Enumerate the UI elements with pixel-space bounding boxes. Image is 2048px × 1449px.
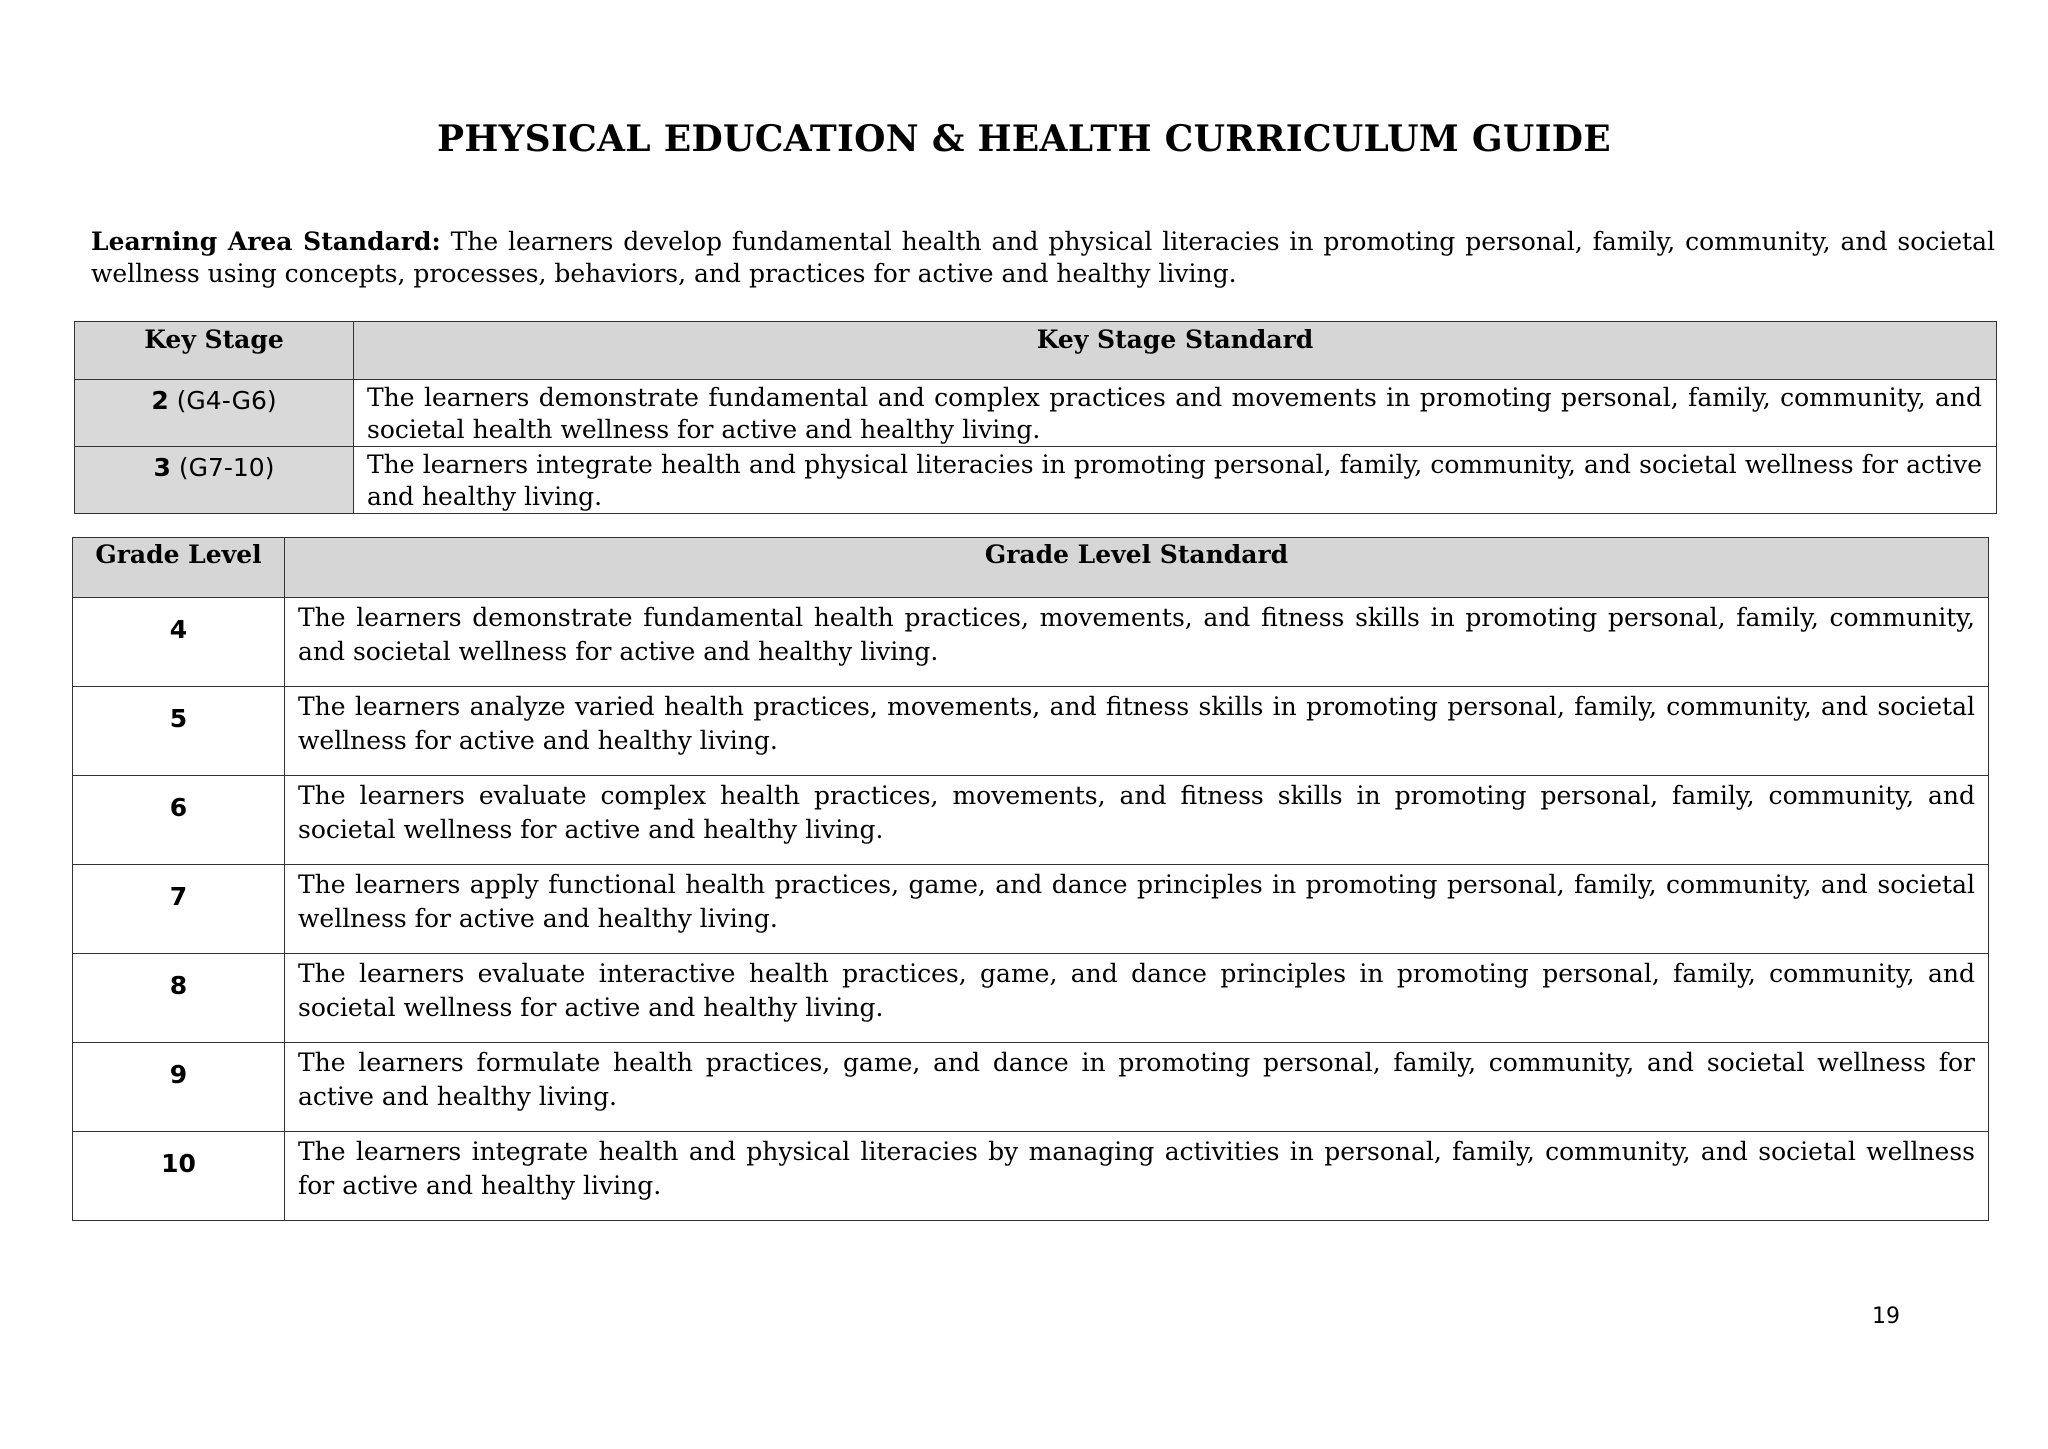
grade-level-row — [73, 954, 1989, 1043]
grade-level-row — [73, 598, 1989, 687]
grade-level-cell: 7 — [73, 865, 285, 954]
grade-level-cell: 6 — [73, 776, 285, 865]
key-stage-cell — [75, 380, 354, 447]
grade-level-row — [73, 1043, 1989, 1132]
key-stage-number: 2 — [151, 386, 169, 415]
grade-level-standard-cell: The learners apply functional health practices, game, and dance principles in promoting personal, family, community, and societal wellness for active and healthy living. — [285, 865, 1989, 954]
key-stage-grades: (G4-G6) — [168, 386, 277, 415]
grade-level-table — [72, 537, 1989, 1221]
grade-level-cell: 8 — [73, 954, 285, 1043]
key-stage-standard-cell: The learners integrate health and physical literacies in promoting personal, family, community, and societal wellness for active and healthy living. — [354, 447, 1997, 514]
key-stage-cell — [75, 447, 354, 514]
grade-level-header-row — [73, 538, 1989, 598]
grade-level-row — [73, 687, 1989, 776]
grade-level-cell: 9 — [73, 1043, 285, 1132]
grade-level-cell: 10 — [73, 1132, 285, 1221]
key-stage-standard-cell: The learners demonstrate fundamental and complex practices and movements in promoting personal, family, community, and societal health wellness for active and healthy living. — [354, 380, 1997, 447]
key-stage-header-row — [75, 322, 1997, 380]
page-number: 19 — [1872, 1304, 1900, 1329]
grade-level-cell: 4 — [73, 598, 285, 687]
key-stage-grades: (G7-10) — [170, 453, 275, 482]
grade-level-row — [73, 1132, 1989, 1221]
grade-level-cell: 5 — [73, 687, 285, 776]
grade-level-standard-cell: The learners evaluate interactive health practices, game, and dance principles in promoting personal, family, community, and societal wellness for active and healthy living. — [285, 954, 1989, 1043]
grade-level-row — [73, 865, 1989, 954]
key-stage-number: 3 — [153, 453, 171, 482]
grade-level-standard-cell: The learners demonstrate fundamental health practices, movements, and fitness skills in promoting personal, family, community, and societal wellness for active and healthy living. — [285, 598, 1989, 687]
learning-area-standard — [91, 226, 1995, 290]
grade-level-standard-cell: The learners evaluate complex health practices, movements, and fitness skills in promoting personal, family, community, and societal wellness for active and healthy living. — [285, 776, 1989, 865]
page-title: PHYSICAL EDUCATION & HEALTH CURRICULUM GUIDE — [436, 118, 1611, 160]
key-stage-row — [75, 447, 1997, 514]
grade-level-column-header: Grade Level — [73, 538, 285, 598]
grade-level-standard-cell: The learners integrate health and physical literacies by managing activities in personal, family, community, and societal wellness for active and healthy living. — [285, 1132, 1989, 1221]
key-stage-table — [74, 321, 1997, 514]
grade-level-standard-cell: The learners analyze varied health practices, movements, and fitness skills in promoting personal, family, community, and societal wellness for active and healthy living. — [285, 687, 1989, 776]
grade-level-standard-column-header: Grade Level Standard — [285, 538, 1989, 598]
grade-level-row — [73, 776, 1989, 865]
learning-area-standard-text: The learners develop fundamental health and physical literacies in promoting personal, family, community, and societal wellness using concepts, processes, behaviors, and practices for active and healthy living. — [91, 227, 1995, 288]
grade-level-standard-cell: The learners formulate health practices, game, and dance in promoting personal, family, community, and societal wellness for active and healthy living. — [285, 1043, 1989, 1132]
learning-area-standard-label: Learning Area Standard: — [91, 227, 441, 256]
key-stage-column-header: Key Stage — [75, 322, 354, 380]
key-stage-standard-column-header: Key Stage Standard — [354, 322, 1997, 380]
key-stage-row — [75, 380, 1997, 447]
